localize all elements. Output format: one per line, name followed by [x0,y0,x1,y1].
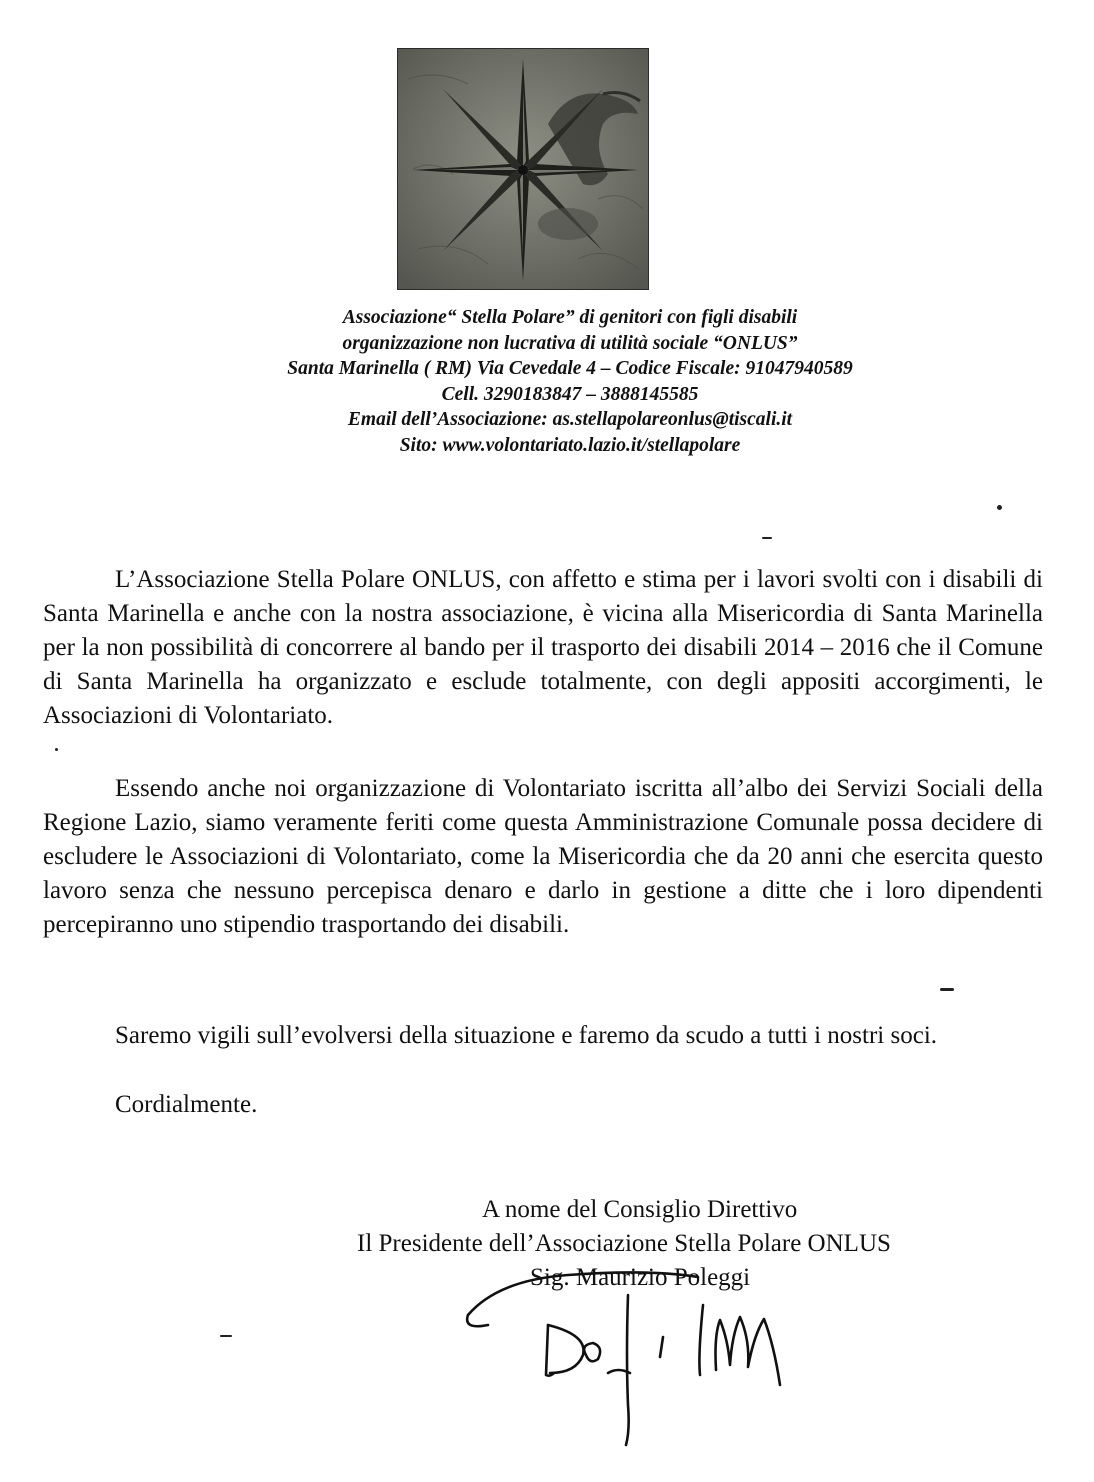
letter-paragraph-1 [43,563,1043,733]
letterhead [180,305,960,458]
letterhead-address: Santa Marinella ( RM) Via Cevedale 4 – Codice Fiscale: 91047940589 [287,358,853,379]
association-logo [397,48,649,290]
scan-speck [940,988,954,991]
letter-closing [43,1088,1043,1122]
scan-speck [762,537,772,539]
north-star-emblem-icon [398,49,649,290]
signature-name: Sig. Maurizio Poleggi [530,1264,751,1291]
scan-speck [55,748,58,751]
letter-paragraph-3 [43,1019,1043,1053]
scan-speck [997,505,1002,510]
letterhead-association-name: Associazione“ Stella Polare” di genitori con figli disabili [342,307,798,328]
signature-on-behalf: A nome del Consiglio Direttivo [482,1196,798,1223]
closing-text: Cordialmente. [115,1091,258,1118]
scan-speck [220,1335,232,1337]
letterhead-website: Sito: www.volontariato.lazio.it/stellapolare [399,434,741,456]
signature-title: Il Presidente dell’Associazione Stella Polare ONLUS [357,1230,891,1257]
handwritten-signature-icon [458,1255,818,1455]
paragraph-text: Saremo vigili sull’evolversi della situazione e faremo da scudo a tutti i nostri soci. [115,1022,938,1049]
letter-paragraph-2 [43,772,1043,942]
letterhead-organization-type: organizzazione non lucrativa di utilità sociale “ONLUS” [342,332,798,354]
letterhead-email: Email dell’Associazione: as.stellapolareonlus@tiscali.it [347,409,793,430]
letterhead-phone: Cell. 3290183847 – 3888145585 [441,383,699,405]
paragraph-text: L’Associazione Stella Polare ONLUS, con affetto e stima per i lavori svolti con i disabili di Santa Marinella e anche con la nostra associazione, è vicina alla Misericordia di Santa Marinella per la non possibilità di concorrere al bando per il trasporto dei disabili 2014 – 2016 che il Comune di Santa Marinella ha organizzato e esclude totalmente, con degli appositi accorgimenti, le Associazioni di Volontariato. [43,566,1043,729]
paragraph-text: Essendo anche noi organizzazione di Volontariato iscritta all’albo dei Servizi Sociali della Regione Lazio, siamo veramente feriti come questa Amministrazione Comunale possa decidere di escludere le Associazioni di Volontariato, come la Misericordia che da 20 anni che esercita questo lavoro senza che nessuno percepisca denaro e darlo in gestione a ditte che i loro dipendenti percepiranno uno stipendio trasportando dei disabili. [43,775,1043,938]
